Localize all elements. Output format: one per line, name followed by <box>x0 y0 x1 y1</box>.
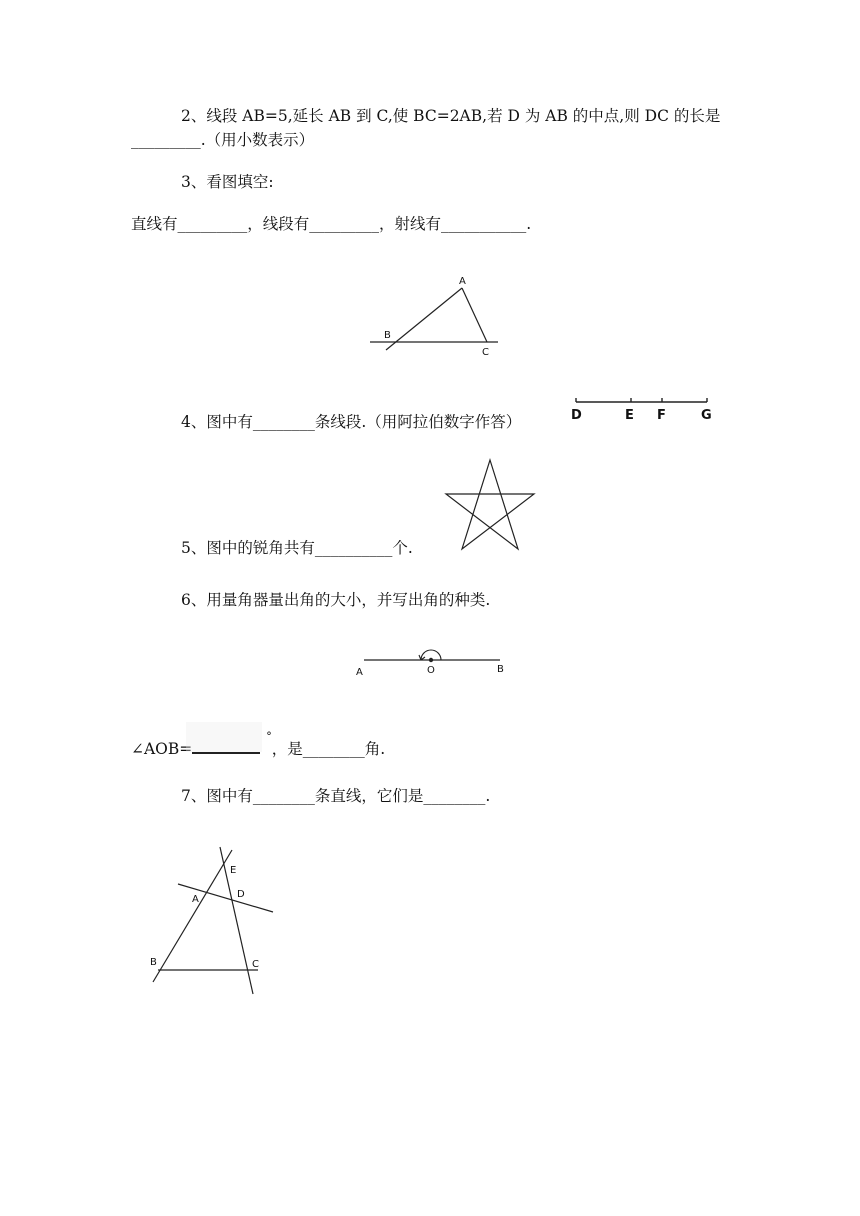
q3-triangle-figure <box>360 270 510 365</box>
q7-prefix: 7、图中有 <box>181 787 253 805</box>
q6-angle-name: ∠AOB= <box>131 740 193 759</box>
q6-answer-suffix: 角. <box>364 740 386 759</box>
q6-input-shading <box>186 722 262 752</box>
q7-count-blank[interactable]: ________ <box>252 787 315 805</box>
q4-suffix: 条线段.（用阿拉伯数字作答） <box>314 413 522 431</box>
q4-label-f: F <box>657 408 666 423</box>
q5-line <box>181 538 413 558</box>
q7-lines-figure <box>140 840 280 1000</box>
q3-label-b: B <box>384 330 391 341</box>
q6-label-b: B <box>497 664 504 675</box>
q7-suffix: . <box>485 787 491 805</box>
q7-line-be <box>153 850 232 982</box>
q7-middle: 条直线，它们是 <box>314 787 424 805</box>
q6-label-a: A <box>356 667 363 678</box>
q4-answer-blank[interactable]: ________ <box>252 413 315 431</box>
q7-label-b: B <box>150 957 157 968</box>
q7-line <box>181 786 490 806</box>
q6-answer-mid: ，是 <box>271 740 303 759</box>
q6-vertex-o <box>429 658 433 662</box>
q5-answer-blank[interactable]: __________ <box>314 539 393 557</box>
q6-title: 6、用量角器量出角的大小，并写出角的种类. <box>181 591 491 609</box>
q3-lines-label: 直线有 <box>131 215 178 233</box>
q4-line <box>181 412 521 432</box>
q3-segments-blank[interactable]: _________ <box>309 215 380 233</box>
q3-line-ba <box>386 288 462 350</box>
q7-label-e: E <box>230 865 237 876</box>
q6-angle-figure <box>350 640 520 682</box>
q7-label-d: D <box>237 889 245 900</box>
q2-note: .（用小数表示） <box>200 131 315 149</box>
q5-prefix: 5、图中的锐角共有 <box>181 539 315 557</box>
q3-segments-label: ，线段有 <box>247 215 310 233</box>
q4-label-g: G <box>701 408 712 423</box>
q6-type-blank[interactable]: ________ <box>302 740 365 759</box>
q3-segment-ac <box>462 288 487 342</box>
q6-label-o: O <box>427 665 435 676</box>
q2-answer-blank[interactable]: _________ <box>131 131 201 149</box>
q3-fill-line <box>131 214 531 234</box>
q3-label-c: C <box>482 347 489 358</box>
q5-star-figure <box>438 455 544 555</box>
q3-label-a: A <box>459 276 466 287</box>
q5-star-shape <box>446 460 534 549</box>
q6-degree-symbol: ° <box>266 730 272 743</box>
q3-end-period: . <box>526 215 532 233</box>
q7-label-a: A <box>192 894 199 905</box>
q4-segment-figure <box>566 390 716 426</box>
q2-line2 <box>131 130 314 150</box>
q3-rays-label: ，射线有 <box>379 215 442 233</box>
q5-suffix: 个. <box>392 539 413 557</box>
q7-label-c: C <box>252 959 259 970</box>
q3-rays-blank[interactable]: ___________ <box>441 215 527 233</box>
q7-line-ec <box>220 847 253 994</box>
q3-title: 3、看图填空: <box>181 173 274 191</box>
q2-line1: 2、线段 AB=5,延长 AB 到 C,使 BC=2AB,若 D 为 AB 的中点,则 DC 的长是 <box>181 107 721 125</box>
q3-lines-blank[interactable]: _________ <box>177 215 248 233</box>
q4-prefix: 4、图中有 <box>181 413 253 431</box>
q7-lines-blank[interactable]: ________ <box>423 787 486 805</box>
q4-label-d: D <box>571 408 582 423</box>
q4-label-e: E <box>625 408 634 423</box>
